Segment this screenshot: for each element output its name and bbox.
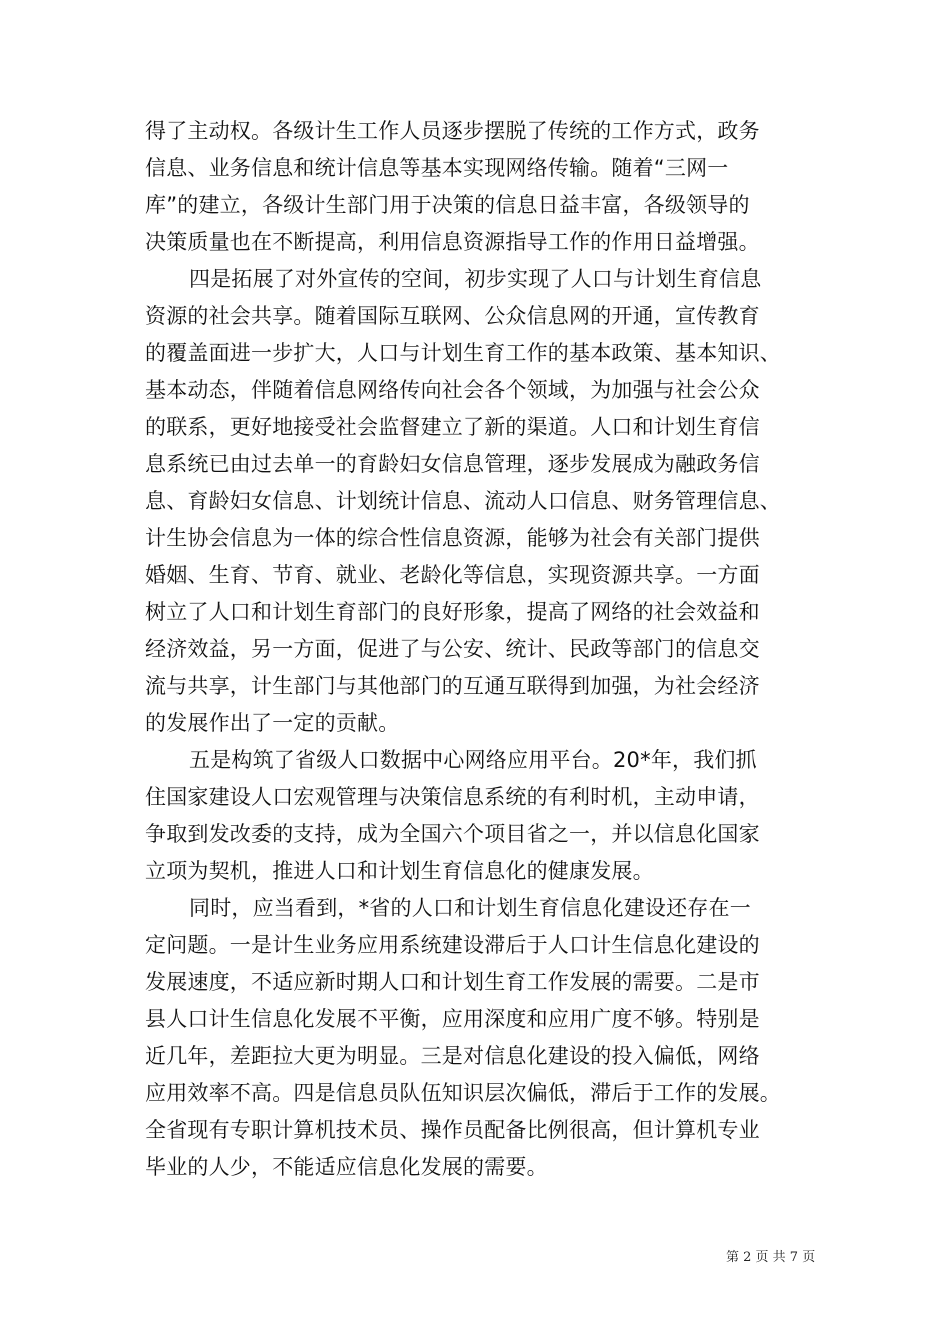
text-line: 婚姻、生育、节育、就业、老龄化等信息，实现资源共享。一方面 (145, 563, 760, 587)
text-line: 流与共享，计生部门与其他部门的互通互联得到加强，为社会经济 (145, 674, 760, 698)
text-line: 发展速度，不适应新时期人口和计划生育工作发展的需要。二是市 (145, 970, 760, 994)
text-line: 毕业的人少，不能适应信息化发展的需要。 (145, 1155, 548, 1179)
text-line: 近几年，差距拉大更为明显。三是对信息化建设的投入偏低，网络 (145, 1044, 760, 1068)
text-line: 的发展作出了一定的贡献。 (145, 711, 400, 735)
text-line: 库”的建立，各级计生部门用于决策的信息日益丰富，各级领导的 (145, 193, 750, 217)
text-line: 五是构筑了省级人口数据中心网络应用平台。20*年，我们抓 (189, 748, 757, 772)
text-line: 树立了人口和计划生育部门的良好形象，提高了网络的社会效益和 (145, 600, 760, 624)
page-number: 第 2 页 共 7 页 (726, 1250, 816, 1265)
text-line: 得了主动权。各级计生工作人员逐步摆脱了传统的工作方式，政务 (145, 119, 760, 143)
text-line: 县人口计生信息化发展不平衡，应用深度和应用广度不够。特别是 (145, 1007, 760, 1031)
text-line: 经济效益，另一方面，促进了与公安、统计、民政等部门的信息交 (145, 637, 760, 661)
text-line: 的覆盖面进一步扩大，人口与计划生育工作的基本政策、基本知识、 (145, 341, 781, 365)
text-line: 应用效率不高。四是信息员队伍知识层次偏低，滞后于工作的发展。 (145, 1081, 781, 1105)
text-line: 基本动态，伴随着信息网络传向社会各个领域，为加强与社会公众 (145, 378, 760, 402)
text-line: 息系统已由过去单一的育龄妇女信息管理，逐步发展成为融政务信 (145, 452, 760, 476)
text-line: 住国家建设人口宏观管理与决策信息系统的有利时机，主动申请， (145, 785, 760, 809)
text-line: 争取到发改委的支持，成为全国六个项目省之一，并以信息化国家 (145, 822, 760, 846)
text-line: 资源的社会共享。随着国际互联网、公众信息网的开通，宣传教育 (145, 304, 760, 328)
text-line: 信息、业务信息和统计信息等基本实现网络传输。随着“三网一 (145, 156, 729, 180)
text-line: 同时，应当看到，*省的人口和计划生育信息化建设还存在一 (189, 896, 751, 920)
text-line: 定问题。一是计生业务应用系统建设滞后于人口计生信息化建设的 (145, 933, 760, 957)
text-line: 决策质量也在不断提高，利用信息资源指导工作的作用日益增强。 (145, 230, 760, 254)
text-line: 全省现有专职计算机技术员、操作员配备比例很高，但计算机专业 (145, 1118, 760, 1142)
text-line: 的联系，更好地接受社会监督建立了新的渠道。人口和计划生育信 (145, 415, 760, 439)
text-line: 立项为契机，推进人口和计划生育信息化的健康发展。 (145, 859, 654, 883)
document-body (145, 113, 817, 1186)
text-line: 计生协会信息为一体的综合性信息资源，能够为社会有关部门提供 (145, 526, 760, 550)
text-line: 四是拓展了对外宣传的空间，初步实现了人口与计划生育信息 (189, 267, 762, 291)
text-line: 息、育龄妇女信息、计划统计信息、流动人口信息、财务管理信息、 (145, 489, 781, 513)
